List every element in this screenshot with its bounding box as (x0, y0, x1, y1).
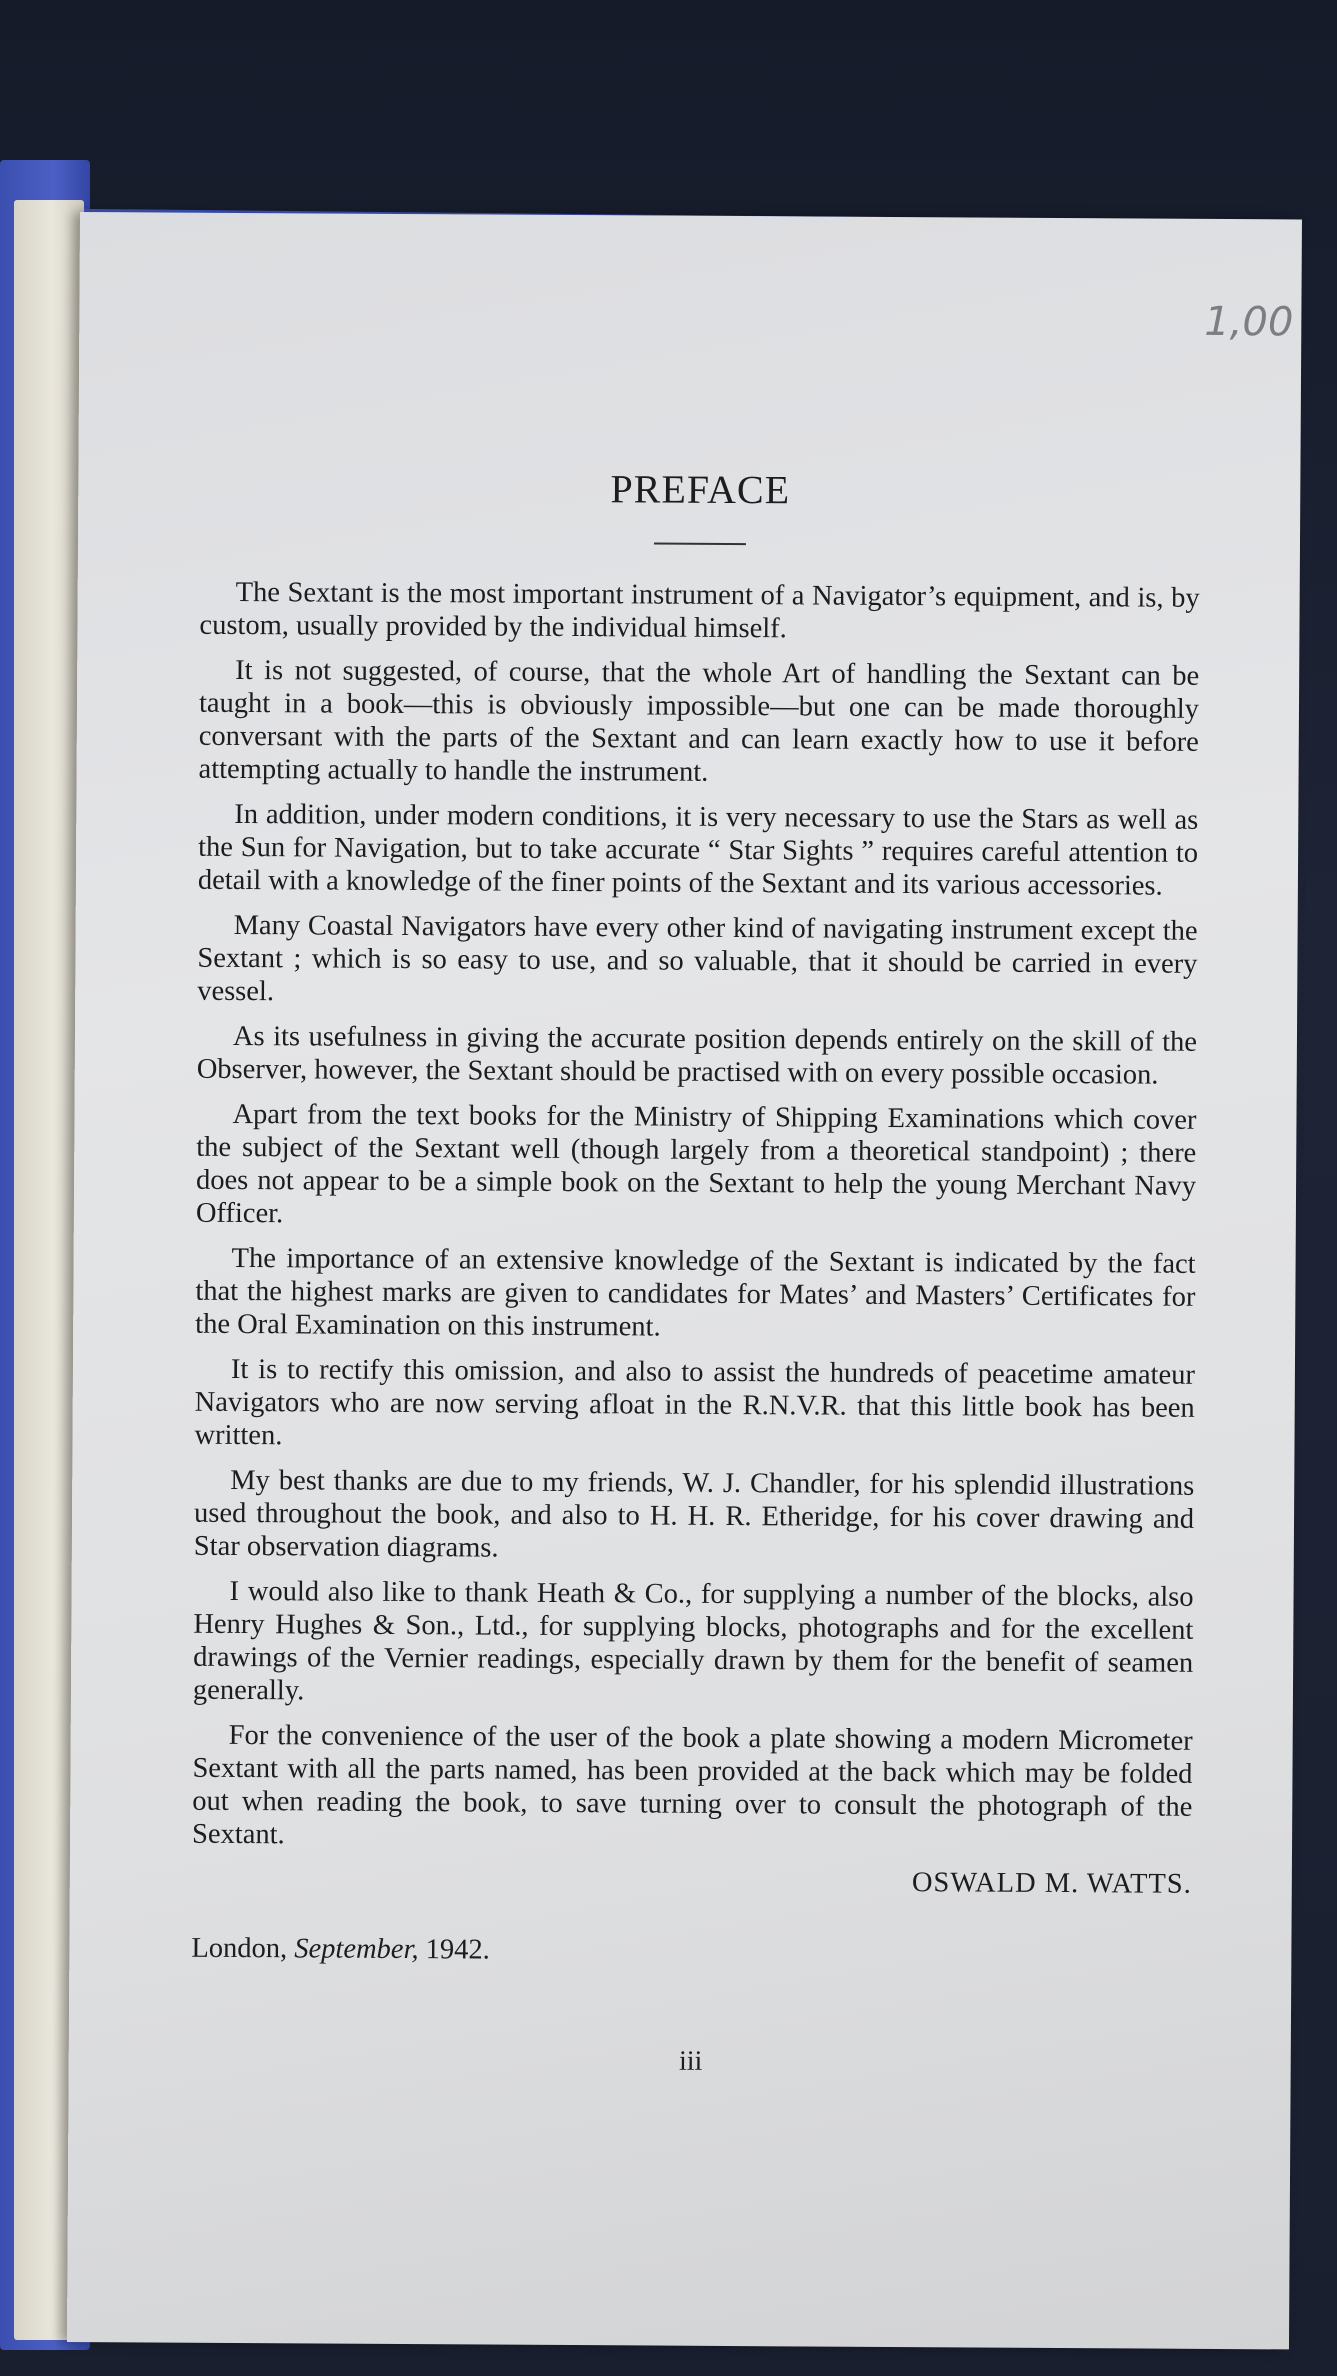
paragraph-5: As its usefulness in giving the accurate position depends entirely on the skill of the Observer, however, the Sextant should be practised with on every possible occasion. (196, 1020, 1198, 1091)
place-date (191, 1933, 1191, 1971)
page-number: iii (678, 2045, 703, 2077)
date-month: September, (294, 1933, 419, 1966)
pencil-annotation: 1,00 (1204, 298, 1294, 346)
paragraph-3: In addition, under modern conditions, it is very necessary to use the Stars as well as the Sun for Navigation, but to take accurate “ Star Sights ” requires careful attention to detail with a knowledge of the finer points of the Sextant and its various accessories. (197, 798, 1199, 902)
paragraph-7: The importance of an extensive knowledge of the Sextant is indicated by the fact that the highest marks are given to candidates for Mates’ and Masters’ Certificates for the Oral Examination on this instrument. (195, 1242, 1196, 1343)
paragraph-8: It is to rectify this omission, and also to assist the hundreds of peacetime amateur Navigators who are now serving afloat in the R.N.V.R. that this little book has been written. (194, 1353, 1196, 1452)
page-text-block (191, 463, 1201, 2081)
paragraph-4: Many Coastal Navigators have every other kind of navigating instrument except the Sextant ; which is so easy to use, and so valuable, that it should be carried in every vessel. (197, 909, 1198, 1008)
paragraph-9: My best thanks are due to my friends, W. J. Chandler, for his splendid illustrations used throughout the book, and also to H. H. R. Etheridge, for his cover drawing and Star observation diagrams. (193, 1464, 1195, 1564)
paragraph-11: For the convenience of the user of the book a plate showing a modern Micrometer Sextant with all the parts named, has been provided at the back which may be folded out when reading the book, to save turning over to consult the photograph of the Sextant. (191, 1719, 1193, 1851)
book-page (67, 212, 1302, 2349)
title-rule (654, 543, 746, 546)
place-name: London, (191, 1932, 288, 1965)
paragraph-6: Apart from the text books for the Ministry of Shipping Examinations which cover the subject of the Sextant well (though largely from a theoretical standpoint) ; there does not appear to be a simple book on the Sextant to help the young Merchant Navy Officer. (195, 1098, 1197, 1230)
page-title: PREFACE (610, 466, 791, 513)
paragraph-10: I would also like to thank Heath & Co., for supplying a number of the blocks, also Henry Hughes & Son., Ltd., for supplying blocks, photographs and for the excellent drawings of the Vernier readings, especially drawn by them for the benefit of seamen generally. (192, 1575, 1194, 1707)
author-signature: OSWALD M. WATTS. (911, 1867, 1192, 1900)
paragraph-1: The Sextant is the most important instrument of a Navigator’s equipment, and is, by custom, usually provided by the individual himself. (199, 576, 1200, 645)
paragraph-2: It is not suggested, of course, that the whole Art of handling the Sextant can be taught in a book—this is obviously impossible—but one can be made thoroughly conversant with the parts of the Sextant and can learn exactly how to use it before attempting actually to handle the instrument. (198, 654, 1200, 788)
date-year: 1942. (425, 1934, 490, 1966)
